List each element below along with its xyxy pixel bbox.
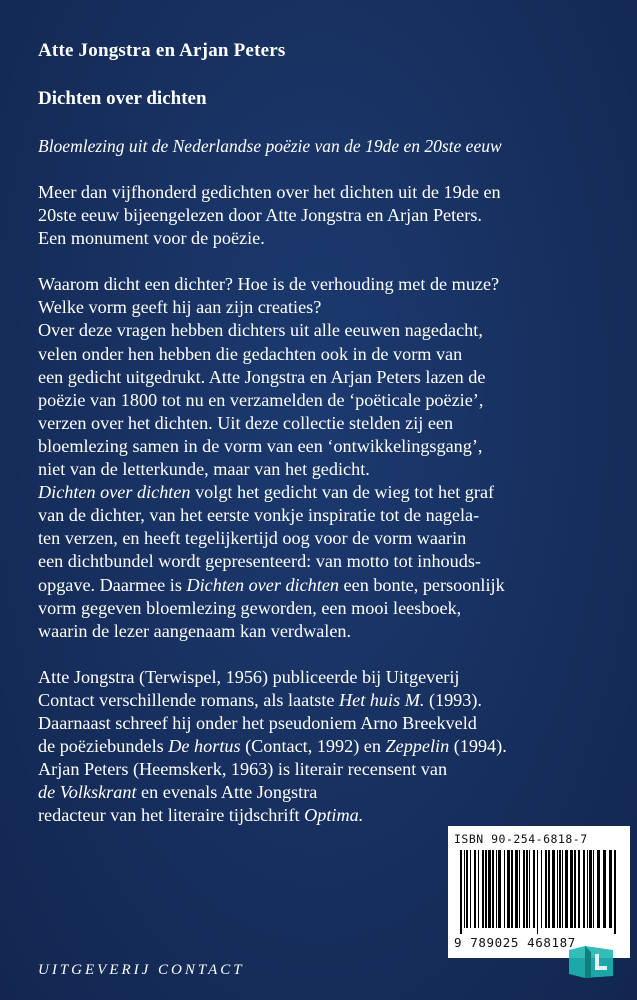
text-line: vorm gegeven bloemlezing geworden, een mooi leesboek, (38, 597, 462, 618)
text-line: niet van de letterkunde, maar van het gedicht. (38, 459, 370, 480)
text-line: de Volkskrant en evenals Atte Jongstra (38, 782, 318, 803)
text-line: een gedicht uitgedrukt. Atte Jongstra en Arjan Peters lazen de (38, 366, 486, 387)
text-line: ten verzen, en heeft tegelijkertijd oog voor de vorm waarin (38, 528, 467, 549)
barcode-bar (574, 850, 576, 928)
isbn-barcode-label (448, 826, 630, 958)
text-line: verzen over het dichten. Uit deze collectie stelden zij een (38, 412, 454, 433)
barcode-bar (562, 850, 563, 928)
barcode-bar (570, 850, 573, 928)
barcode-bar (565, 850, 568, 928)
text-line: Contact verschillende romans, als laatste Het huis M. (1993). (38, 689, 482, 710)
text-line: Meer dan vijfhonderd gedichten over het dichten uit de 19de en (38, 182, 501, 202)
text-line: redacteur van het literaire tijdschrift Optima. (38, 805, 364, 826)
barcode-bar (545, 850, 547, 928)
barcode-bar (614, 850, 616, 934)
barcode-bar (526, 850, 528, 928)
barcode-bar (529, 850, 530, 928)
barcode-bar (464, 850, 465, 928)
barcode-bar (504, 850, 505, 928)
barcode-digits: 9 789025 468187 (454, 935, 576, 950)
book-title-inline: Dichten over dichten (38, 482, 191, 503)
paragraph-questions (38, 273, 598, 481)
barcode-bar (578, 850, 580, 928)
barcode-bar (589, 850, 592, 928)
barcode-bar (507, 850, 510, 928)
barcode-bar (515, 850, 518, 928)
book-title: Dichten over dichten (38, 88, 207, 109)
text-line: van de dichter, van het eerste vonkje inspiratie tot de nagela- (38, 505, 480, 526)
text-line: poëzie van 1800 tot nu en verzamelden de ‘poëticale poëzie’, (38, 389, 484, 410)
barcode-bar (603, 850, 606, 928)
barcode-bar (474, 850, 476, 928)
barcode-icon (456, 850, 622, 934)
text-line: de poëziebundels De hortus (Contact, 1992) en Zeppelin (1994). (38, 736, 507, 757)
barcode-bar (488, 850, 491, 928)
barcode-bar (552, 850, 555, 928)
barcode-bar (523, 850, 525, 928)
text-line: 20ste eeuw bijeengelezen door Atte Jongstra en Arjan Peters. (38, 205, 482, 226)
authors: Atte Jongstra en Arjan Peters (38, 40, 286, 61)
barcode-bar (460, 850, 462, 934)
barcode-bar (587, 850, 588, 928)
barcode-bar (466, 850, 468, 928)
barcode-bar (492, 850, 494, 928)
paragraph-biography (38, 666, 598, 828)
barcode-bar (498, 850, 501, 928)
blurb (38, 181, 598, 827)
barcode-bar (609, 850, 612, 928)
barcode-bar (511, 850, 513, 928)
barcode-bar (496, 850, 497, 928)
text-line: Een monument voor de poëzie. (38, 228, 265, 249)
barcode-bar (548, 850, 550, 928)
barcode-bar (478, 850, 479, 928)
barcode-bar (593, 850, 594, 928)
barcode-bar (541, 850, 542, 928)
text-line: Waarom dicht een dichter? Hoe is de verhouding met de muze? (38, 274, 500, 295)
barcode-bar (583, 850, 585, 928)
isbn-number: ISBN 90-254-6818-7 (454, 832, 588, 846)
book-subtitle: Bloemlezing uit de Nederlandse poëzie van de 19de en 20ste eeuw (38, 136, 502, 156)
paragraph-intro (38, 181, 598, 250)
barcode-bar (485, 850, 487, 928)
text-line: bloemlezing samen in de vorm van een ‘ontwikkelingsgang’, (38, 435, 483, 456)
book-title-inline: Dichten over dichten (186, 574, 339, 595)
text-line: velen onder hen hebben die gedachten ook in de vorm van (38, 343, 463, 364)
text-line: een dichtbundel wordt gepresenteerd: van motto tot inhouds- (38, 551, 481, 572)
barcode-bar (557, 850, 558, 928)
barcode-bar (470, 850, 471, 928)
barcode-bar (482, 850, 484, 928)
text-line: Atte Jongstra (Terwispel, 1956) publiceerde bij Uitgeverij (38, 666, 460, 687)
text-line: Arjan Peters (Heemskerk, 1963) is literair recensent van (38, 759, 448, 780)
text-line: waarin de lezer aangenaam kan verdwalen. (38, 620, 352, 641)
logo-icon (565, 944, 617, 980)
barcode-bar (537, 850, 538, 934)
publisher-name: UITGEVERIJ CONTACT (38, 962, 245, 978)
text-line: Welke vorm geeft hij aan zijn creaties? (38, 297, 322, 318)
text-line: Daarnaast schreef hij onder het pseudoniem Arno Breekveld (38, 712, 477, 733)
text-line: opgave. Daarmee is Dichten over dichten een bonte, persoonlijk (38, 574, 505, 595)
barcode-bar (597, 850, 600, 928)
text-line: Over deze vragen hebben dichters uit alle eeuwen nagedacht, (38, 320, 483, 341)
barcode-bar (519, 850, 520, 928)
paragraph-description (38, 481, 598, 643)
barcode-bar (559, 850, 561, 928)
barcode-bar (533, 850, 535, 928)
text-line: Dichten over dichten volgt het gedicht van de wieg tot het graf (38, 482, 495, 503)
